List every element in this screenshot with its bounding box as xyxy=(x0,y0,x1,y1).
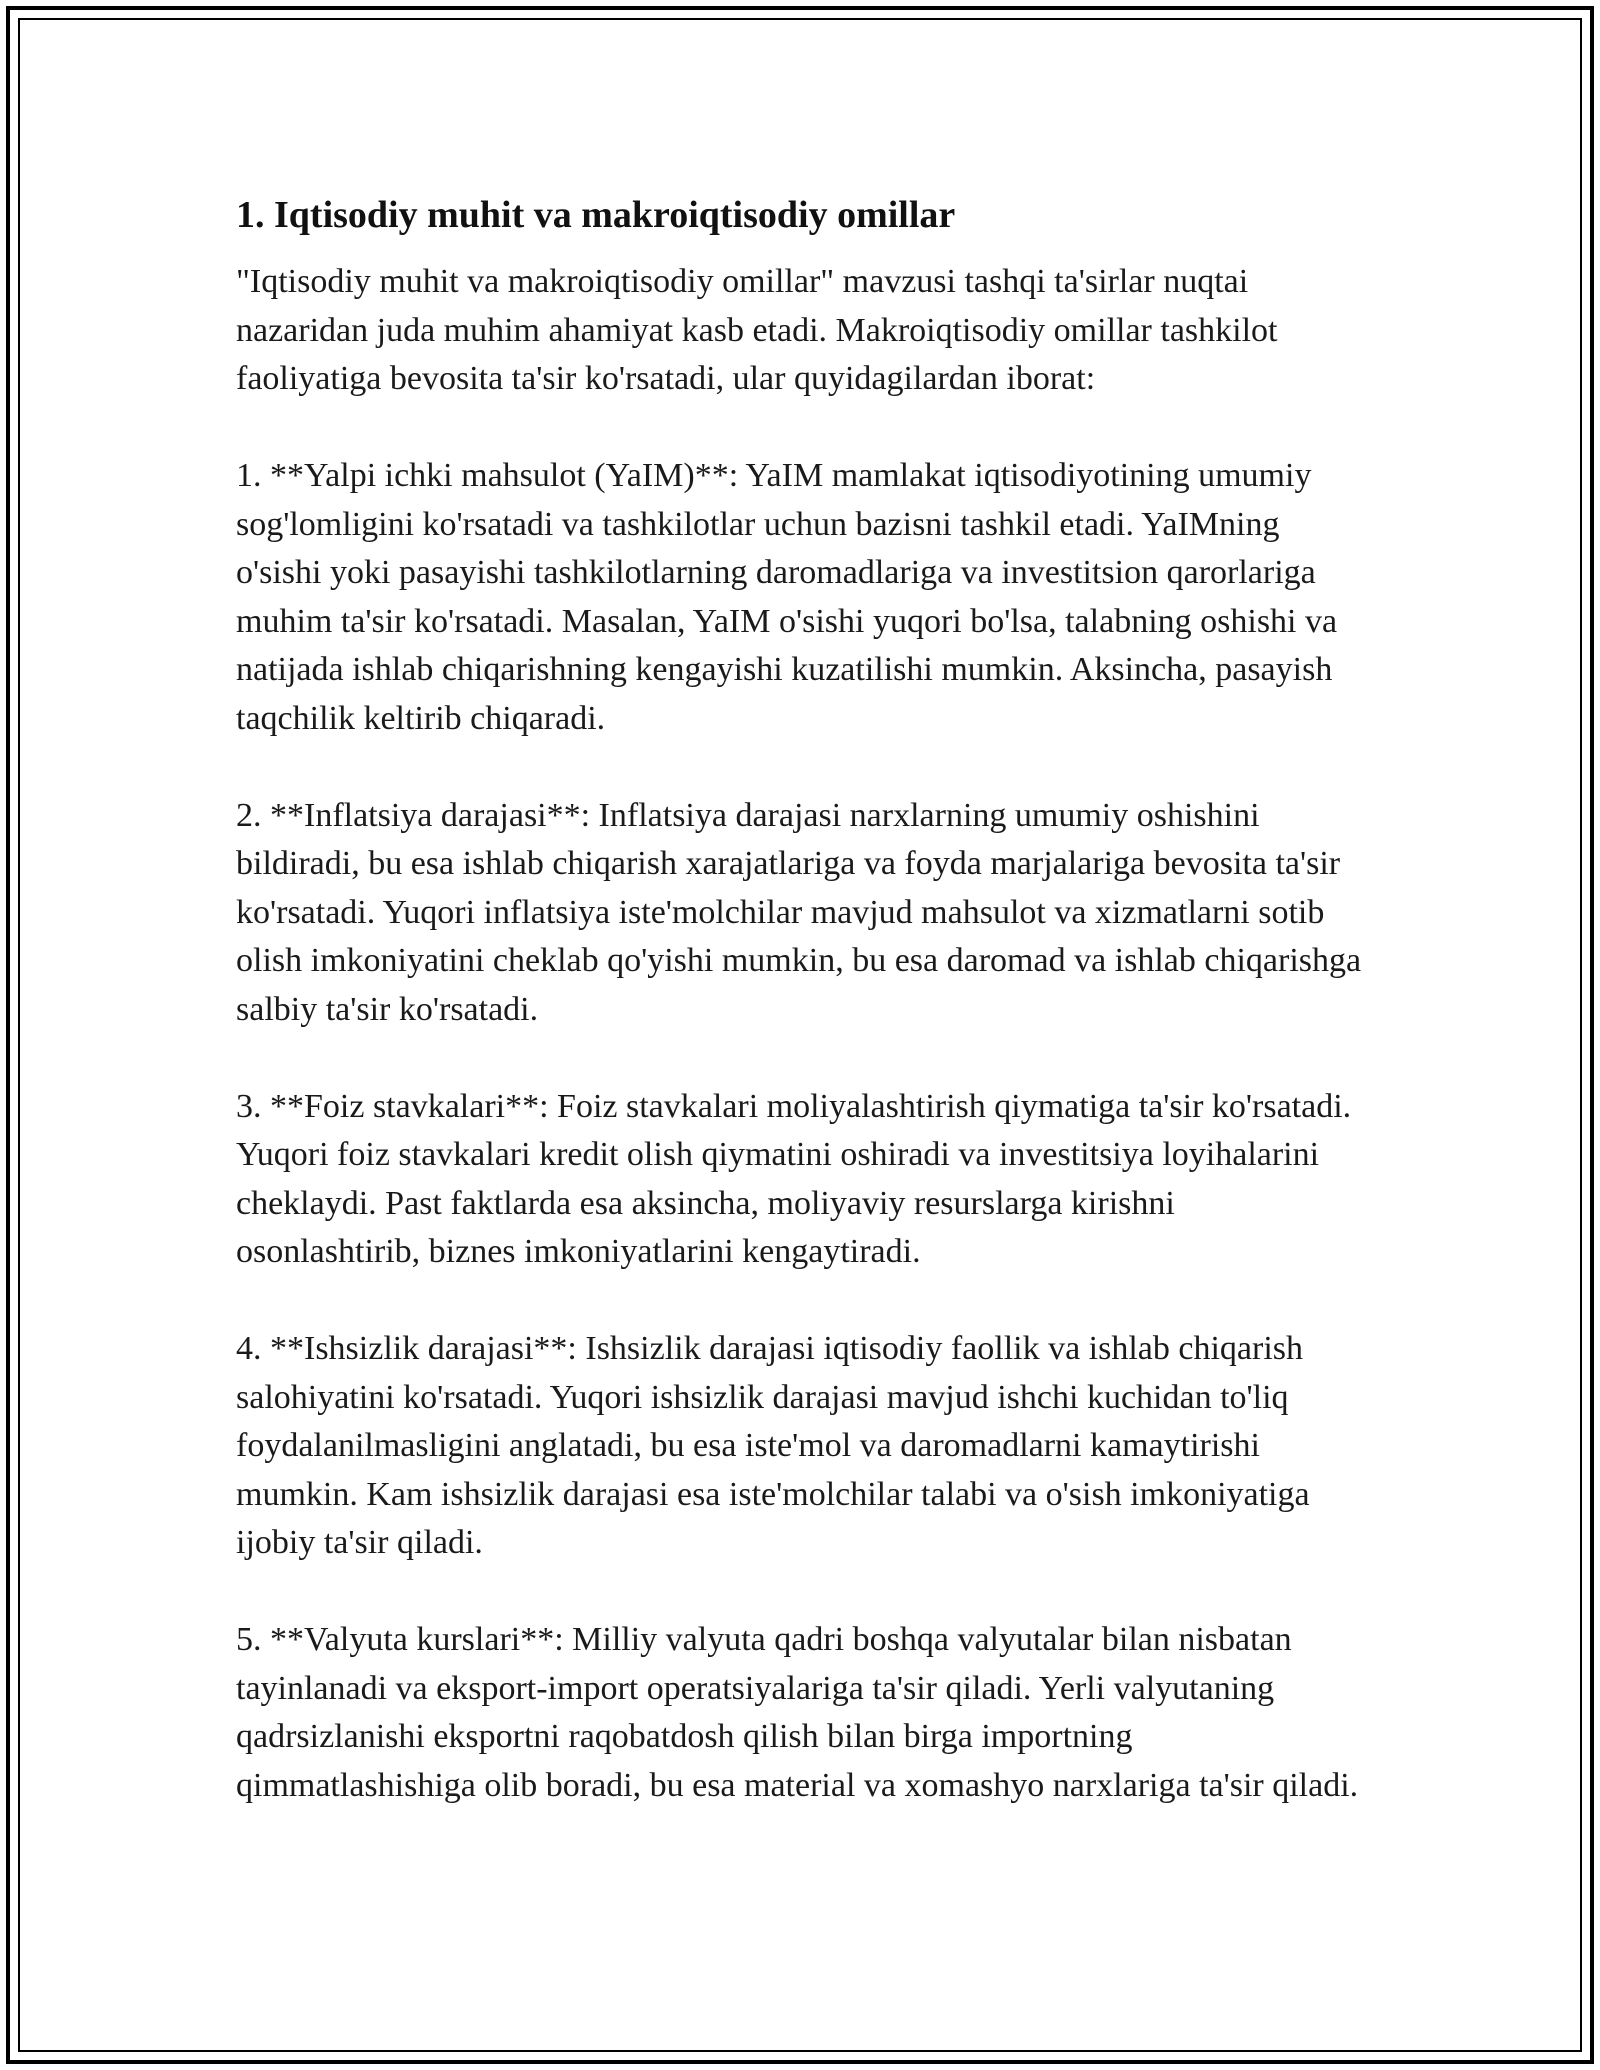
section-heading: 1. Iqtisodiy muhit va makroiqtisodiy omillar xyxy=(236,194,956,236)
list-item-exchange-rates: 5. **Valyuta kurslari**: Milliy valyuta qadri boshqa valyutalar bilan nisbatan tayinlanadi va eksport-import operatsiyalariga ta'sir qiladi. Yerli valyutaning qadrsizlanishi eksportni raqobatdosh qilish bilan birga importning qimmatlashishiga olib boradi, bu esa material va xomashyo narxlariga ta'sir qiladi. xyxy=(236,1621,1359,1804)
list-item-unemployment: 4. **Ishsizlik darajasi**: Ishsizlik darajasi iqtisodiy faollik va ishlab chiqarish salohiyatini ko'rsatadi. Yuqori ishsizlik darajasi mavjud ishchi kuchidan to'liq foydalanilmasligini anglatadi, bu esa iste'mol va daromadlarni kamaytirishi mumkin. Kam ishsizlik darajasi esa iste'molchilar talabi va o'sish imkoniyatiga ijobiy ta'sir qiladi. xyxy=(236,1330,1310,1561)
list-item-interest-rates: 3. **Foiz stavkalari**: Foiz stavkalari moliyalashtirish qiymatiga ta'sir ko'rsatadi. Yuqori foiz stavkalari kredit olish qiymatini oshiradi va investitsiya loyihalarini cheklaydi. Past faktlarda esa aksincha, moliyaviy resurslarga kirishni osonlashtirib, biznes imkoniyatlarini kengaytiradi. xyxy=(236,1087,1352,1270)
intro-paragraph: "Iqtisodiy muhit va makroiqtisodiy omillar" mavzusi tashqi ta'sirlar nuqtai nazaridan juda muhim ahamiyat kasb etadi. Makroiqtisodiy omillar tashkilot faoliyatiga bevosita ta'sir ko'rsatadi, ular quyidagilardan iborat: xyxy=(236,263,1278,397)
list-item-gdp: 1. **Yalpi ichki mahsulot (YaIM)**: YaIM mamlakat iqtisodiyotining umumiy sog'lomligini ko'rsatadi va tashkilotlar uchun bazisni tashkil etadi. YaIMning o'sishi yoki pasayishi tashkilotlarning daromadlariga va investitsion qarorlariga muhim ta'sir ko'rsatadi. Masalan, YaIM o'sishi yuqori bo'lsa, talabning oshishi va natijada ishlab chiqarishning kengayishi kuzatilishi mumkin. Aksincha, pasayish taqchilik keltirib chiqaradi. xyxy=(236,457,1338,737)
list-item-inflation: 2. **Inflatsiya darajasi**: Inflatsiya darajasi narxlarning umumiy oshishini bildiradi, bu esa ishlab chiqarish xarajatlariga va foyda marjalariga bevosita ta'sir ko'rsatadi. Yuqori inflatsiya iste'molchilar mavjud mahsulot va xizmatlarni sotib olish imkoniyatini cheklab qo'yishi mumkin, bu esa daromad va ishlab chiqarishga salbiy ta'sir ko'rsatadi. xyxy=(236,796,1362,1028)
document-body xyxy=(236,186,1366,1859)
